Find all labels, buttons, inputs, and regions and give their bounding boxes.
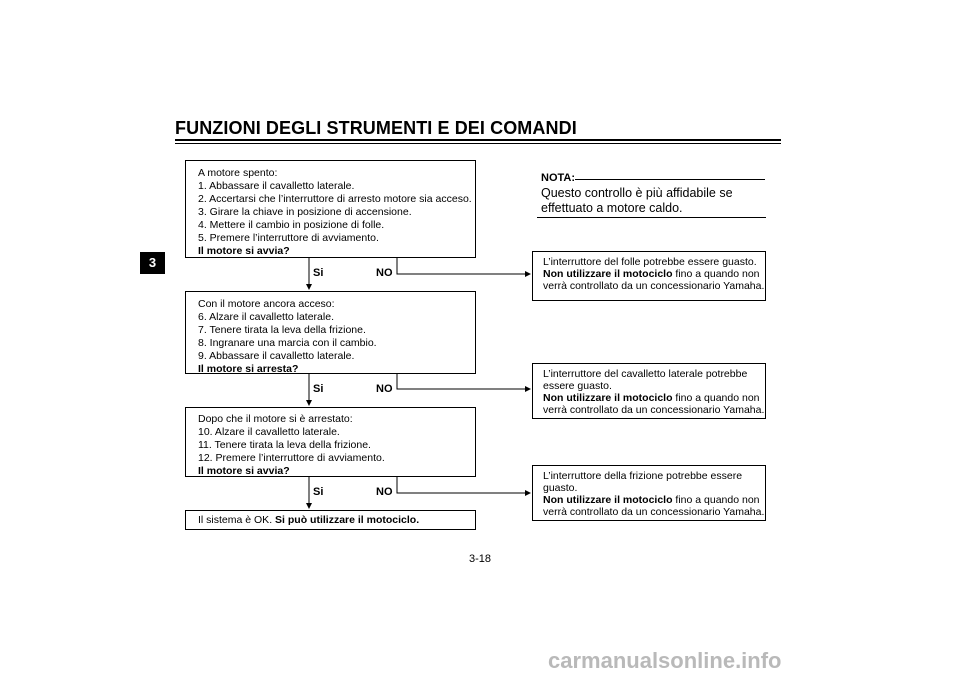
flow-result <box>185 510 476 530</box>
step2-line: 8. Ingranare una marcia con il cambio. <box>198 337 377 349</box>
step2-line: 9. Abbassare il cavalletto laterale. <box>198 350 355 362</box>
watermark: carmanualsonline.info <box>548 648 782 673</box>
result-prefix: Il sistema è OK. <box>198 514 276 526</box>
no-arrow-3 <box>397 477 530 493</box>
step2-line: 7. Tenere tirata la leva della frizione. <box>198 324 366 336</box>
fail2-line: essere guasto. <box>543 380 612 392</box>
flow-step-2 <box>185 291 476 374</box>
fail3-line: guasto. <box>543 482 578 494</box>
step1-line: 2. Accertarsi che l’interruttore di arresto motore sia acceso. <box>198 193 472 205</box>
no-label-2: NO <box>376 383 393 395</box>
result-bold: Si può utilizzare il motociclo. <box>275 514 420 526</box>
page-title: FUNZIONI DEGLI STRUMENTI E DEI COMANDI <box>175 118 577 138</box>
fail1-warning: Non utilizzare il motociclo <box>543 268 673 280</box>
flow-step-1 <box>185 160 476 258</box>
yes-label-3: Si <box>313 486 324 498</box>
note-text: Questo controllo è più affidabile se effettuato a motore caldo. <box>541 186 733 215</box>
step1-line: 3. Girare la chiave in posizione di accensione. <box>198 206 412 218</box>
step2-line: Con il motore ancora acceso: <box>198 298 335 310</box>
fail2-warning: Non utilizzare il motociclo <box>543 392 673 404</box>
fail2-line: L’interruttore del cavalletto laterale potrebbe <box>543 368 748 380</box>
note-rule-top <box>575 179 765 180</box>
step3-line: Dopo che il motore si è arrestato: <box>198 413 353 425</box>
flow-step-3 <box>185 407 476 477</box>
step1-line: A motore spento: <box>198 167 278 179</box>
no-arrow-2 <box>397 374 530 389</box>
fail3-line: verrà controllato da un concessionario Yamaha. <box>543 506 765 518</box>
fail2-line: verrà controllato da un concessionario Yamaha. <box>543 404 765 416</box>
step2-line: 6. Alzare il cavalletto laterale. <box>198 311 334 323</box>
no-label-1: NO <box>376 267 393 279</box>
step3-line: 11. Tenere tirata la leva della frizione. <box>198 439 371 451</box>
fail2-warning-rest: fino a quando non <box>672 392 760 404</box>
step1-line: 1. Abbassare il cavalletto laterale. <box>198 180 355 192</box>
page-number: 3-18 <box>468 553 492 565</box>
no-arrow-1 <box>397 258 530 274</box>
note-label: NOTA: <box>541 172 576 184</box>
fail3-warning-rest: fino a quando non <box>672 494 760 506</box>
step3-line: 10. Alzare il cavalletto laterale. <box>198 426 340 438</box>
fail3-warning: Non utilizzare il motociclo <box>543 494 673 506</box>
step1-line: 4. Mettere il cambio in posizione di folle. <box>198 219 385 231</box>
fail1-line: L’interruttore del folle potrebbe essere guasto. <box>543 256 757 268</box>
fail-box-sidestand-switch <box>532 363 766 419</box>
no-label-3: NO <box>376 486 393 498</box>
step3-question: Il motore si avvia? <box>198 465 290 477</box>
note-rule-bottom <box>537 217 766 218</box>
step3-line: 12. Premere l’interruttore di avviamento. <box>198 452 385 464</box>
step1-line: 5. Premere l’interruttore di avviamento. <box>198 232 379 244</box>
fail-box-neutral-switch <box>532 251 766 301</box>
fail1-warning-rest: fino a quando non <box>672 268 760 280</box>
fail-box-clutch-switch <box>532 465 766 521</box>
fail3-line: L’interruttore della frizione potrebbe essere <box>543 470 743 482</box>
fail1-line: verrà controllato da un concessionario Yamaha. <box>543 280 765 292</box>
section-tab: 3 <box>140 252 165 274</box>
yes-label-1: Si <box>313 267 324 279</box>
yes-label-2: Si <box>313 383 324 395</box>
step1-question: Il motore si avvia? <box>198 245 290 257</box>
step2-question: Il motore si arresta? <box>198 363 299 375</box>
